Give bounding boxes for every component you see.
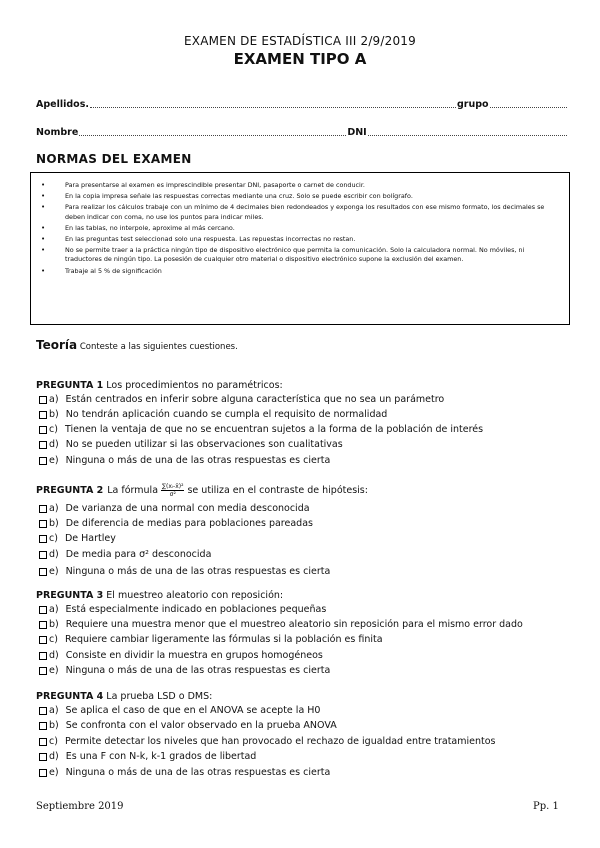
option-text: No tendrán aplicación cuando se cumpla el requisito de normalidad bbox=[65, 409, 388, 420]
q2-option-d[interactable] bbox=[39, 549, 211, 560]
bullet-icon: • bbox=[41, 203, 46, 212]
question-1-header bbox=[36, 380, 283, 391]
checkbox[interactable] bbox=[39, 636, 47, 644]
option-letter: c) bbox=[49, 736, 58, 747]
exam-title: EXAMEN DE ESTADÍSTICA III 2/9/2019 bbox=[184, 34, 416, 48]
rule-item bbox=[39, 235, 561, 244]
bullet-icon: • bbox=[41, 192, 46, 201]
checkbox[interactable] bbox=[39, 722, 47, 730]
nombre-field[interactable] bbox=[79, 134, 346, 136]
question-label: PREGUNTA 4 bbox=[36, 691, 104, 702]
q3-option-e[interactable] bbox=[39, 665, 330, 676]
theory-instruction: Conteste a las siguientes cuestiones. bbox=[79, 342, 238, 352]
checkbox[interactable] bbox=[39, 457, 47, 465]
checkbox[interactable] bbox=[39, 606, 47, 614]
q2-option-a[interactable] bbox=[39, 503, 310, 514]
rule-item bbox=[39, 203, 561, 221]
option-text: Requiere una muestra menor que el muestreo aleatorio sin reposición para el mismo error dado bbox=[65, 619, 523, 630]
option-letter: c) bbox=[49, 424, 58, 435]
rule-text: Para realizar los cálculos trabaje con un mínimo de 4 decimales bien redondeados y exponga los resultados con ese mismo formato, los decimales se deben indicar con coma, no use los puntos para indicar miles. bbox=[65, 203, 545, 221]
option-letter: c) bbox=[49, 533, 58, 544]
question-2-header bbox=[36, 483, 368, 498]
rules-box bbox=[30, 172, 570, 325]
rule-text: No se permite traer a la práctica ningún tipo de dispositivo electrónico que permita la comunicación. Solo la calculadora normal. No móviles, ni traductores de ningún tipo. La posesión de cualquier otro material o dispositivo electrónico supone la exclusión del examen. bbox=[65, 246, 525, 264]
option-letter: b) bbox=[49, 619, 59, 630]
q4-option-b[interactable] bbox=[39, 720, 337, 731]
checkbox[interactable] bbox=[39, 568, 47, 576]
rule-item bbox=[39, 267, 561, 276]
checkbox[interactable] bbox=[39, 738, 47, 746]
apellidos-field[interactable] bbox=[90, 106, 456, 108]
option-text: Requiere cambiar ligeramente las fórmulas si la población es finita bbox=[64, 634, 383, 645]
q1-option-a[interactable] bbox=[39, 394, 444, 405]
option-letter: d) bbox=[49, 650, 59, 661]
option-text: Ninguna o más de una de las otras respuestas es cierta bbox=[65, 566, 331, 577]
checkbox[interactable] bbox=[39, 441, 47, 449]
checkbox[interactable] bbox=[39, 667, 47, 675]
rule-text: Trabaje al 5 % de significación bbox=[65, 266, 162, 275]
option-text: Consiste en dividir la muestra en grupos homogéneos bbox=[65, 650, 323, 661]
question-text-before: La fórmula bbox=[107, 485, 159, 496]
option-letter: e) bbox=[49, 665, 59, 676]
option-text: De diferencia de medias para poblaciones pareadas bbox=[65, 518, 313, 529]
q1-option-d[interactable] bbox=[39, 439, 343, 450]
nombre-dni-row bbox=[36, 127, 568, 138]
option-text: De varianza de una normal con media desconocida bbox=[65, 503, 310, 514]
question-3-header bbox=[36, 590, 283, 601]
option-text: Tienen la ventaja de que no se encuentran sujetos a la forma de la población de interés bbox=[64, 424, 484, 435]
checkbox[interactable] bbox=[39, 769, 47, 777]
rules-list bbox=[39, 181, 561, 276]
checkbox[interactable] bbox=[39, 652, 47, 660]
bullet-icon: • bbox=[41, 181, 46, 189]
checkbox[interactable] bbox=[39, 505, 47, 513]
grupo-label: grupo bbox=[456, 99, 489, 110]
rule-text: En la copia impresa señale las respuestas correctas mediante una cruz. Solo se puede escribir con bolígrafo. bbox=[65, 192, 413, 201]
checkbox[interactable] bbox=[39, 621, 47, 629]
checkbox[interactable] bbox=[39, 707, 47, 715]
question-text: El muestreo aleatorio con reposición: bbox=[106, 590, 284, 601]
option-letter: b) bbox=[49, 518, 59, 529]
checkbox[interactable] bbox=[39, 411, 47, 419]
option-text: De Hartley bbox=[64, 533, 116, 544]
option-letter: d) bbox=[49, 549, 59, 560]
option-letter: a) bbox=[49, 604, 59, 615]
q2-option-b[interactable] bbox=[39, 518, 313, 529]
option-letter: a) bbox=[49, 394, 59, 405]
question-label: PREGUNTA 3 bbox=[36, 590, 104, 601]
q1-option-c[interactable] bbox=[39, 424, 483, 435]
option-text: Se confronta con el valor observado en la prueba ANOVA bbox=[65, 720, 337, 731]
option-letter: a) bbox=[49, 503, 59, 514]
q3-option-a[interactable] bbox=[39, 604, 326, 615]
q4-option-a[interactable] bbox=[39, 705, 320, 716]
option-letter: b) bbox=[49, 409, 59, 420]
exam-type-title: EXAMEN TIPO A bbox=[233, 50, 367, 68]
nombre-label: Nombre bbox=[36, 127, 79, 138]
rule-item bbox=[39, 224, 561, 233]
bullet-icon: • bbox=[41, 235, 46, 244]
q4-option-e[interactable] bbox=[39, 767, 330, 778]
q3-option-d[interactable] bbox=[39, 650, 323, 661]
variance-formula bbox=[161, 483, 184, 498]
formula-denominator: σ² bbox=[169, 491, 176, 498]
checkbox[interactable] bbox=[39, 753, 47, 761]
q3-option-b[interactable] bbox=[39, 619, 523, 630]
option-letter: a) bbox=[49, 705, 59, 716]
apellidos-label: Apellidos. bbox=[36, 99, 89, 110]
rule-text: En las preguntas test seleccionad solo una respuesta. Las repuestas incorrectas no restan. bbox=[65, 235, 356, 244]
rule-item bbox=[39, 181, 561, 190]
option-text: Está especialmente indicado en poblaciones pequeñas bbox=[65, 604, 327, 615]
option-text: Permite detectar los niveles que han provocado el rechazo de igualdad entre tratamientos bbox=[64, 736, 496, 747]
checkbox[interactable] bbox=[39, 520, 47, 528]
checkbox[interactable] bbox=[39, 426, 47, 434]
option-letter: c) bbox=[49, 634, 58, 645]
bullet-icon: • bbox=[41, 266, 46, 275]
rule-text: En las tablas, no interpole, aproxime al más cercano. bbox=[65, 223, 235, 232]
question-4-header bbox=[36, 691, 212, 702]
q1-option-e[interactable] bbox=[39, 455, 330, 466]
option-letter: e) bbox=[49, 767, 59, 778]
q4-option-d[interactable] bbox=[39, 751, 256, 762]
option-letter: d) bbox=[49, 751, 59, 762]
option-text: No se pueden utilizar si las observaciones son cualitativas bbox=[65, 439, 343, 450]
q3-option-c[interactable] bbox=[39, 634, 383, 645]
option-text: Se aplica el caso de que en el ANOVA se acepte la H0 bbox=[65, 705, 321, 716]
rule-item bbox=[39, 192, 561, 201]
question-text-after: se utiliza en el contraste de hipótesis: bbox=[187, 485, 368, 496]
bullet-icon: • bbox=[41, 223, 46, 232]
option-letter: e) bbox=[49, 455, 59, 466]
q2-option-c[interactable] bbox=[39, 533, 116, 544]
question-label: PREGUNTA 2 bbox=[36, 485, 104, 496]
q1-option-b[interactable] bbox=[39, 409, 387, 420]
dni-field[interactable] bbox=[368, 134, 567, 136]
q4-option-c[interactable] bbox=[39, 736, 496, 747]
option-text: Están centrados en inferir sobre alguna característica que no sea un parámetro bbox=[65, 394, 445, 405]
checkbox[interactable] bbox=[39, 551, 47, 559]
dni-label: DNI bbox=[347, 127, 367, 138]
page-number: Pp. 1 bbox=[533, 801, 559, 812]
q2-option-e[interactable] bbox=[39, 566, 330, 577]
question-text: La prueba LSD o DMS: bbox=[106, 691, 213, 702]
checkbox[interactable] bbox=[39, 535, 47, 543]
option-letter: e) bbox=[49, 566, 59, 577]
bullet-icon: • bbox=[41, 246, 46, 255]
option-text: Ninguna o más de una de las otras respuestas es cierta bbox=[65, 767, 331, 778]
option-text: Es una F con N-k, k-1 grados de libertad bbox=[65, 751, 257, 762]
option-text: Ninguna o más de una de las otras respuestas es cierta bbox=[65, 455, 331, 466]
checkbox[interactable] bbox=[39, 396, 47, 404]
apellidos-grupo-row bbox=[36, 99, 568, 110]
rule-item bbox=[39, 246, 561, 264]
theory-title: Teoría bbox=[36, 338, 78, 352]
rules-title: NORMAS DEL EXAMEN bbox=[36, 152, 192, 166]
theory-heading bbox=[36, 338, 238, 352]
grupo-field[interactable] bbox=[490, 106, 567, 108]
footer-date: Septiembre 2019 bbox=[36, 801, 124, 812]
option-text: De media para σ² desconocida bbox=[65, 549, 212, 560]
formula-numerator: ∑(xᵢ-x̄)² bbox=[162, 483, 184, 490]
option-letter: d) bbox=[49, 439, 59, 450]
question-text: Los procedimientos no paramétricos: bbox=[106, 380, 283, 391]
option-text: Ninguna o más de una de las otras respuestas es cierta bbox=[65, 665, 331, 676]
question-label: PREGUNTA 1 bbox=[36, 380, 104, 391]
rule-text: Para presentarse al examen es imprescindible presentar DNI, pasaporte o carnet de conducir. bbox=[65, 181, 365, 189]
option-letter: b) bbox=[49, 720, 59, 731]
